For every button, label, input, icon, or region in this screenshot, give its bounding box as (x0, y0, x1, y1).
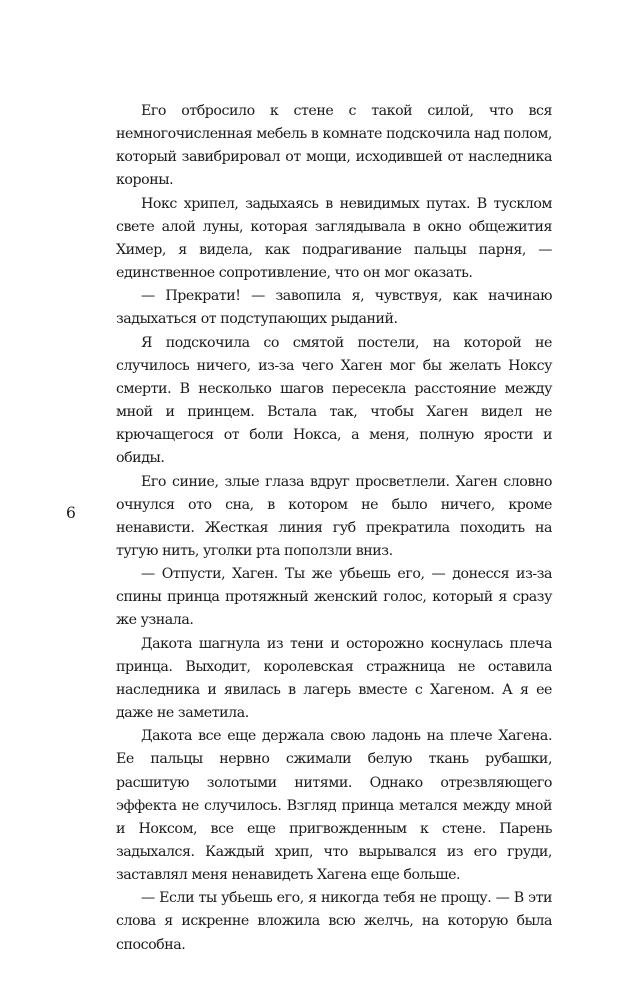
paragraph: — Прекрати! — завопила я, чувствуя, как начинаю задыхаться от подступающих рыданий. (116, 288, 552, 328)
paragraph: Его отбросило к стене с такой силой, что вся немногочисленная мебель в комнате подскочила над полом, который завибрировал от мощи, исходившей от наследника короны. (116, 103, 552, 189)
paragraph: — Отпусти, Хаген. Ты же убьешь его, — донесся из-за спины принца протяжный женский голос, который я сразу же узнала. (116, 566, 552, 629)
body-text (116, 100, 552, 957)
paragraph: Его синие, злые глаза вдруг просветлели. Хаген словно очнулся ото сна, в котором не было ничего, кроме ненависти. Жесткая линия губ прекратила походить на тугую нить, уголки рта поползли вниз. (116, 473, 552, 559)
paragraph: — Если ты убьешь его, я никогда тебя не прощу. — В эти слова я искренне вложила всю желчь, на которую была способна. (116, 890, 552, 953)
paragraph: Дакота шагнула из тени и осторожно коснулась плеча принца. Выходит, королевская стражница не оставила наследника и явилась в лагерь вместе с Хагеном. А я ее даже не заметила. (116, 635, 552, 722)
page-number: 6 (66, 504, 76, 522)
paragraph: Нокс хрипел, задыхаясь в невидимых путах. В тусклом свете алой луны, которая заглядывала в окно общежития Химер, я видела, как подрагивание пальцы парня, — единственное сопротивление, что он мог оказать. (116, 195, 552, 282)
paragraph: Дакота все еще держала свою ладонь на плече Хагена. Ее пальцы нервно сжимали белую ткань рубашки, расшитую золотыми нитями. Однако отрезвляющего эффекта не случилось. Взгляд принца метался между мной и Ноксом, все еще пригвожденным к стене. Парень задыхался. Каждый хрип, что вырывался из его груди, заставлял меня ненавидеть Хагена еще больше. (116, 728, 552, 884)
paragraph: Я подскочила со смятой постели, на которой не случилось ничего, из-за чего Хаген мог бы желать Ноксу смерти. В несколько шагов пересекла расстояние между мной и принцем. Встала так, чтобы Хаген видел не крючащегося от боли Нокса, а меня, полную ярости и обиды. (116, 334, 552, 467)
